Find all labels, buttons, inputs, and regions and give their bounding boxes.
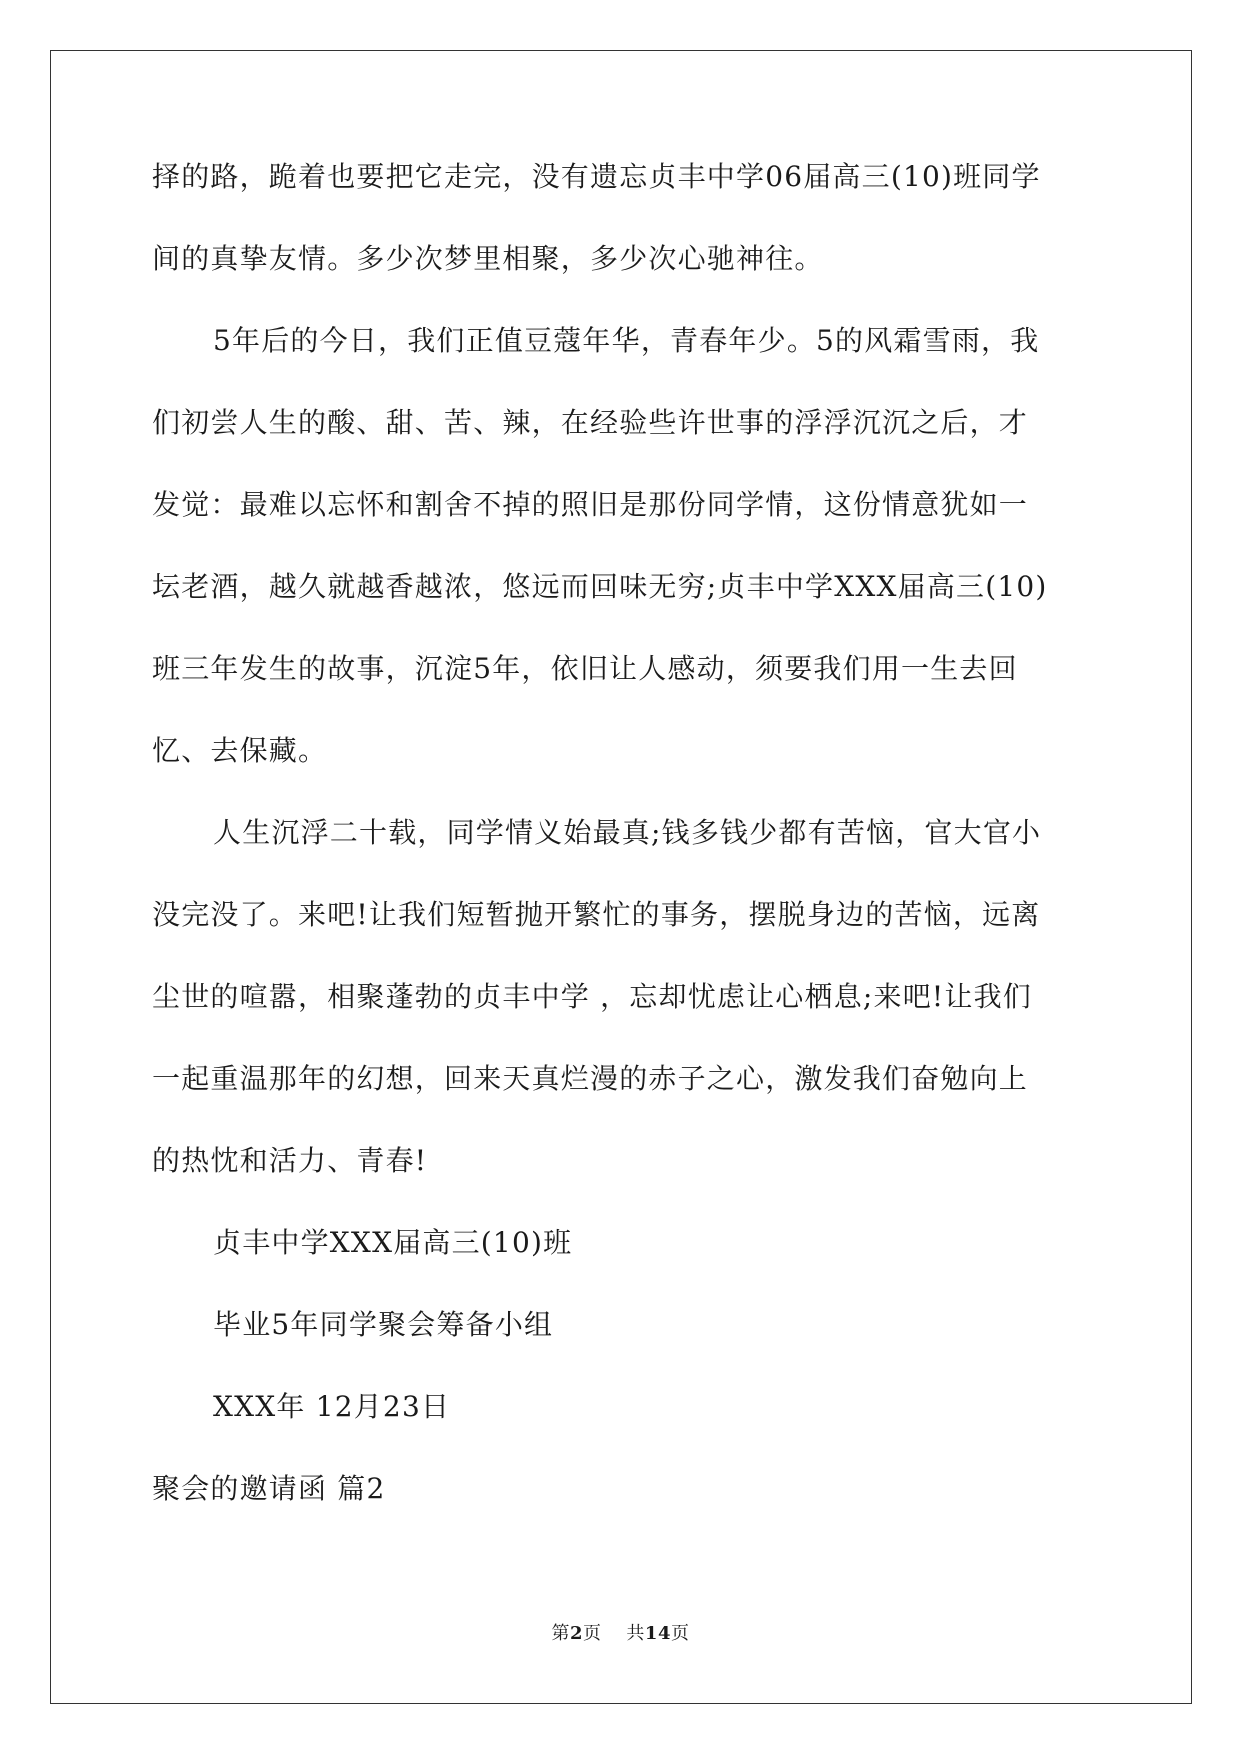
signature-block <box>152 1226 1102 1424</box>
paragraph-1 <box>152 160 1102 276</box>
document-body <box>152 160 1102 1506</box>
text-line: 一起重温那年的幻想，回来天真烂漫的赤子之心，激发我们奋勉向上 <box>152 1062 1029 1095</box>
text-line: 间的真挚友情。多少次梦里相聚，多少次心驰神往。 <box>152 242 824 275</box>
paragraph-2 <box>152 324 1102 768</box>
footer-total-suffix: 页 <box>670 1623 690 1644</box>
signature-class: 贞丰中学XXX届高三(10)班 <box>213 1226 573 1259</box>
footer-total-pages: 14 <box>644 1623 671 1644</box>
section-heading: 聚会的邀请函 篇2 <box>152 1472 386 1505</box>
text-line: 发觉：最难以忘怀和割舍不掉的照旧是那份同学情，这份情意犹如一 <box>152 488 1029 521</box>
signature-group: 毕业5年同学聚会筹备小组 <box>213 1308 554 1341</box>
text-line: 忆、去保藏。 <box>152 734 328 767</box>
footer-prefix: 第 <box>551 1623 570 1644</box>
text-line: 人生沉浮二十载，同学情义始最真;钱多钱少都有苦恼，官大官小 <box>213 816 1042 849</box>
text-line: 坛老酒，越久就越香越浓，悠远而回味无穷;贞丰中学XXX届高三(10) <box>152 570 1048 603</box>
text-line: 尘世的喧嚣，相聚蓬勃的贞丰中学 ，忘却忧虑让心栖息;来吧!让我们 <box>152 980 1032 1013</box>
page-footer <box>0 1623 1241 1645</box>
text-line: 的热忱和活力、青春! <box>152 1144 428 1177</box>
footer-total-prefix: 共 <box>626 1623 645 1644</box>
text-line: 5年后的今日，我们正值豆蔻年华，青春年少。5的风霜雪雨，我 <box>213 324 1040 357</box>
text-line: 班三年发生的故事，沉淀5年，依旧让人感动，须要我们用一生去回 <box>152 652 1018 685</box>
footer-page-number: 2 <box>570 1623 584 1644</box>
signature-date: XXX年 12月23日 <box>213 1390 451 1423</box>
text-line: 择的路，跪着也要把它走完，没有遗忘贞丰中学06届高三(10)班同学 <box>152 160 1041 193</box>
text-line: 没完没了。来吧!让我们短暂抛开繁忙的事务，摆脱身边的苦恼，远离 <box>152 898 1041 931</box>
paragraph-3 <box>152 816 1102 1178</box>
footer-page-suffix: 页 <box>583 1623 602 1644</box>
text-line: 们初尝人生的酸、甜、苦、辣，在经验些许世事的浮浮沉沉之后，才 <box>152 406 1029 439</box>
